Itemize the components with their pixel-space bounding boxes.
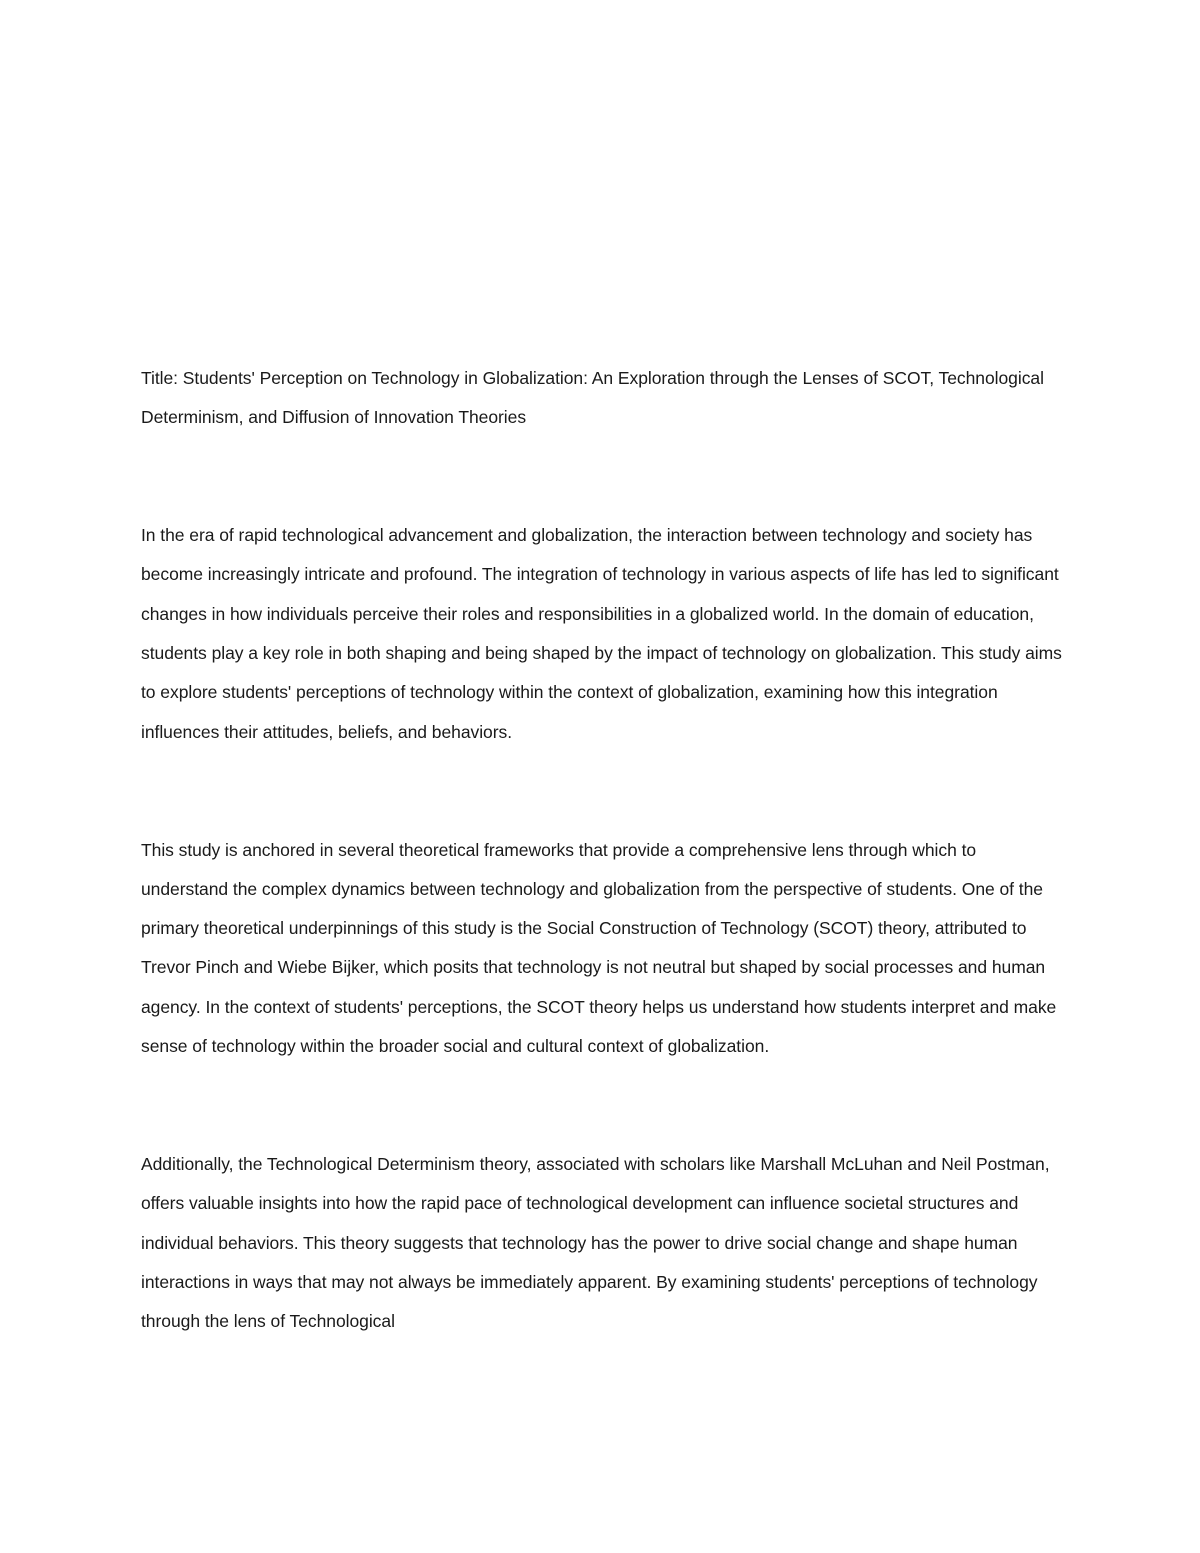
paragraph-intro: In the era of rapid technological advancement and globalization, the interaction between technology and society has become increasingly intricate and profound. The integration of technology in various aspects of life has led to significant changes in how individuals perceive their roles and responsibilities in a globalized world. In the domain of education, students play a key role in both shaping and being shaped by the impact of technology on globalization. This study aims to explore students' perceptions of technology within the context of globalization, examining how this integration influences their attitudes, beliefs, and behaviors. — [141, 525, 1062, 742]
document-body — [141, 359, 1066, 1341]
paragraph-determinism: Additionally, the Technological Determinism theory, associated with scholars like Marshall McLuhan and Neil Postman, offers valuable insights into how the rapid pace of technological development can influence societal structures and individual behaviors. This theory suggests that technology has the power to drive social change and shape human interactions in ways that may not always be immediately apparent. By examining students' perceptions of technology through the lens of Technological — [141, 1153, 1050, 1332]
paragraph-scot: This study is anchored in several theoretical frameworks that provide a comprehensive lens through which to understand the complex dynamics between technology and globalization from the perspective of students. One of the primary theoretical underpinnings of this study is the Social Construction of Technology (SCOT) theory, attributed to Trevor Pinch and Wiebe Bijker, which posits that technology is not neutral but shaped by social processes and human agency. In the context of students' perceptions, the SCOT theory helps us understand how students interpret and make sense of technology within the broader social and cultural context of globalization. — [141, 839, 1057, 1057]
document-title: Title: Students' Perception on Technology in Globalization: An Exploration through the Lenses of SCOT, Technological Determinism, and Diffusion of Innovation Theories — [141, 368, 1044, 428]
